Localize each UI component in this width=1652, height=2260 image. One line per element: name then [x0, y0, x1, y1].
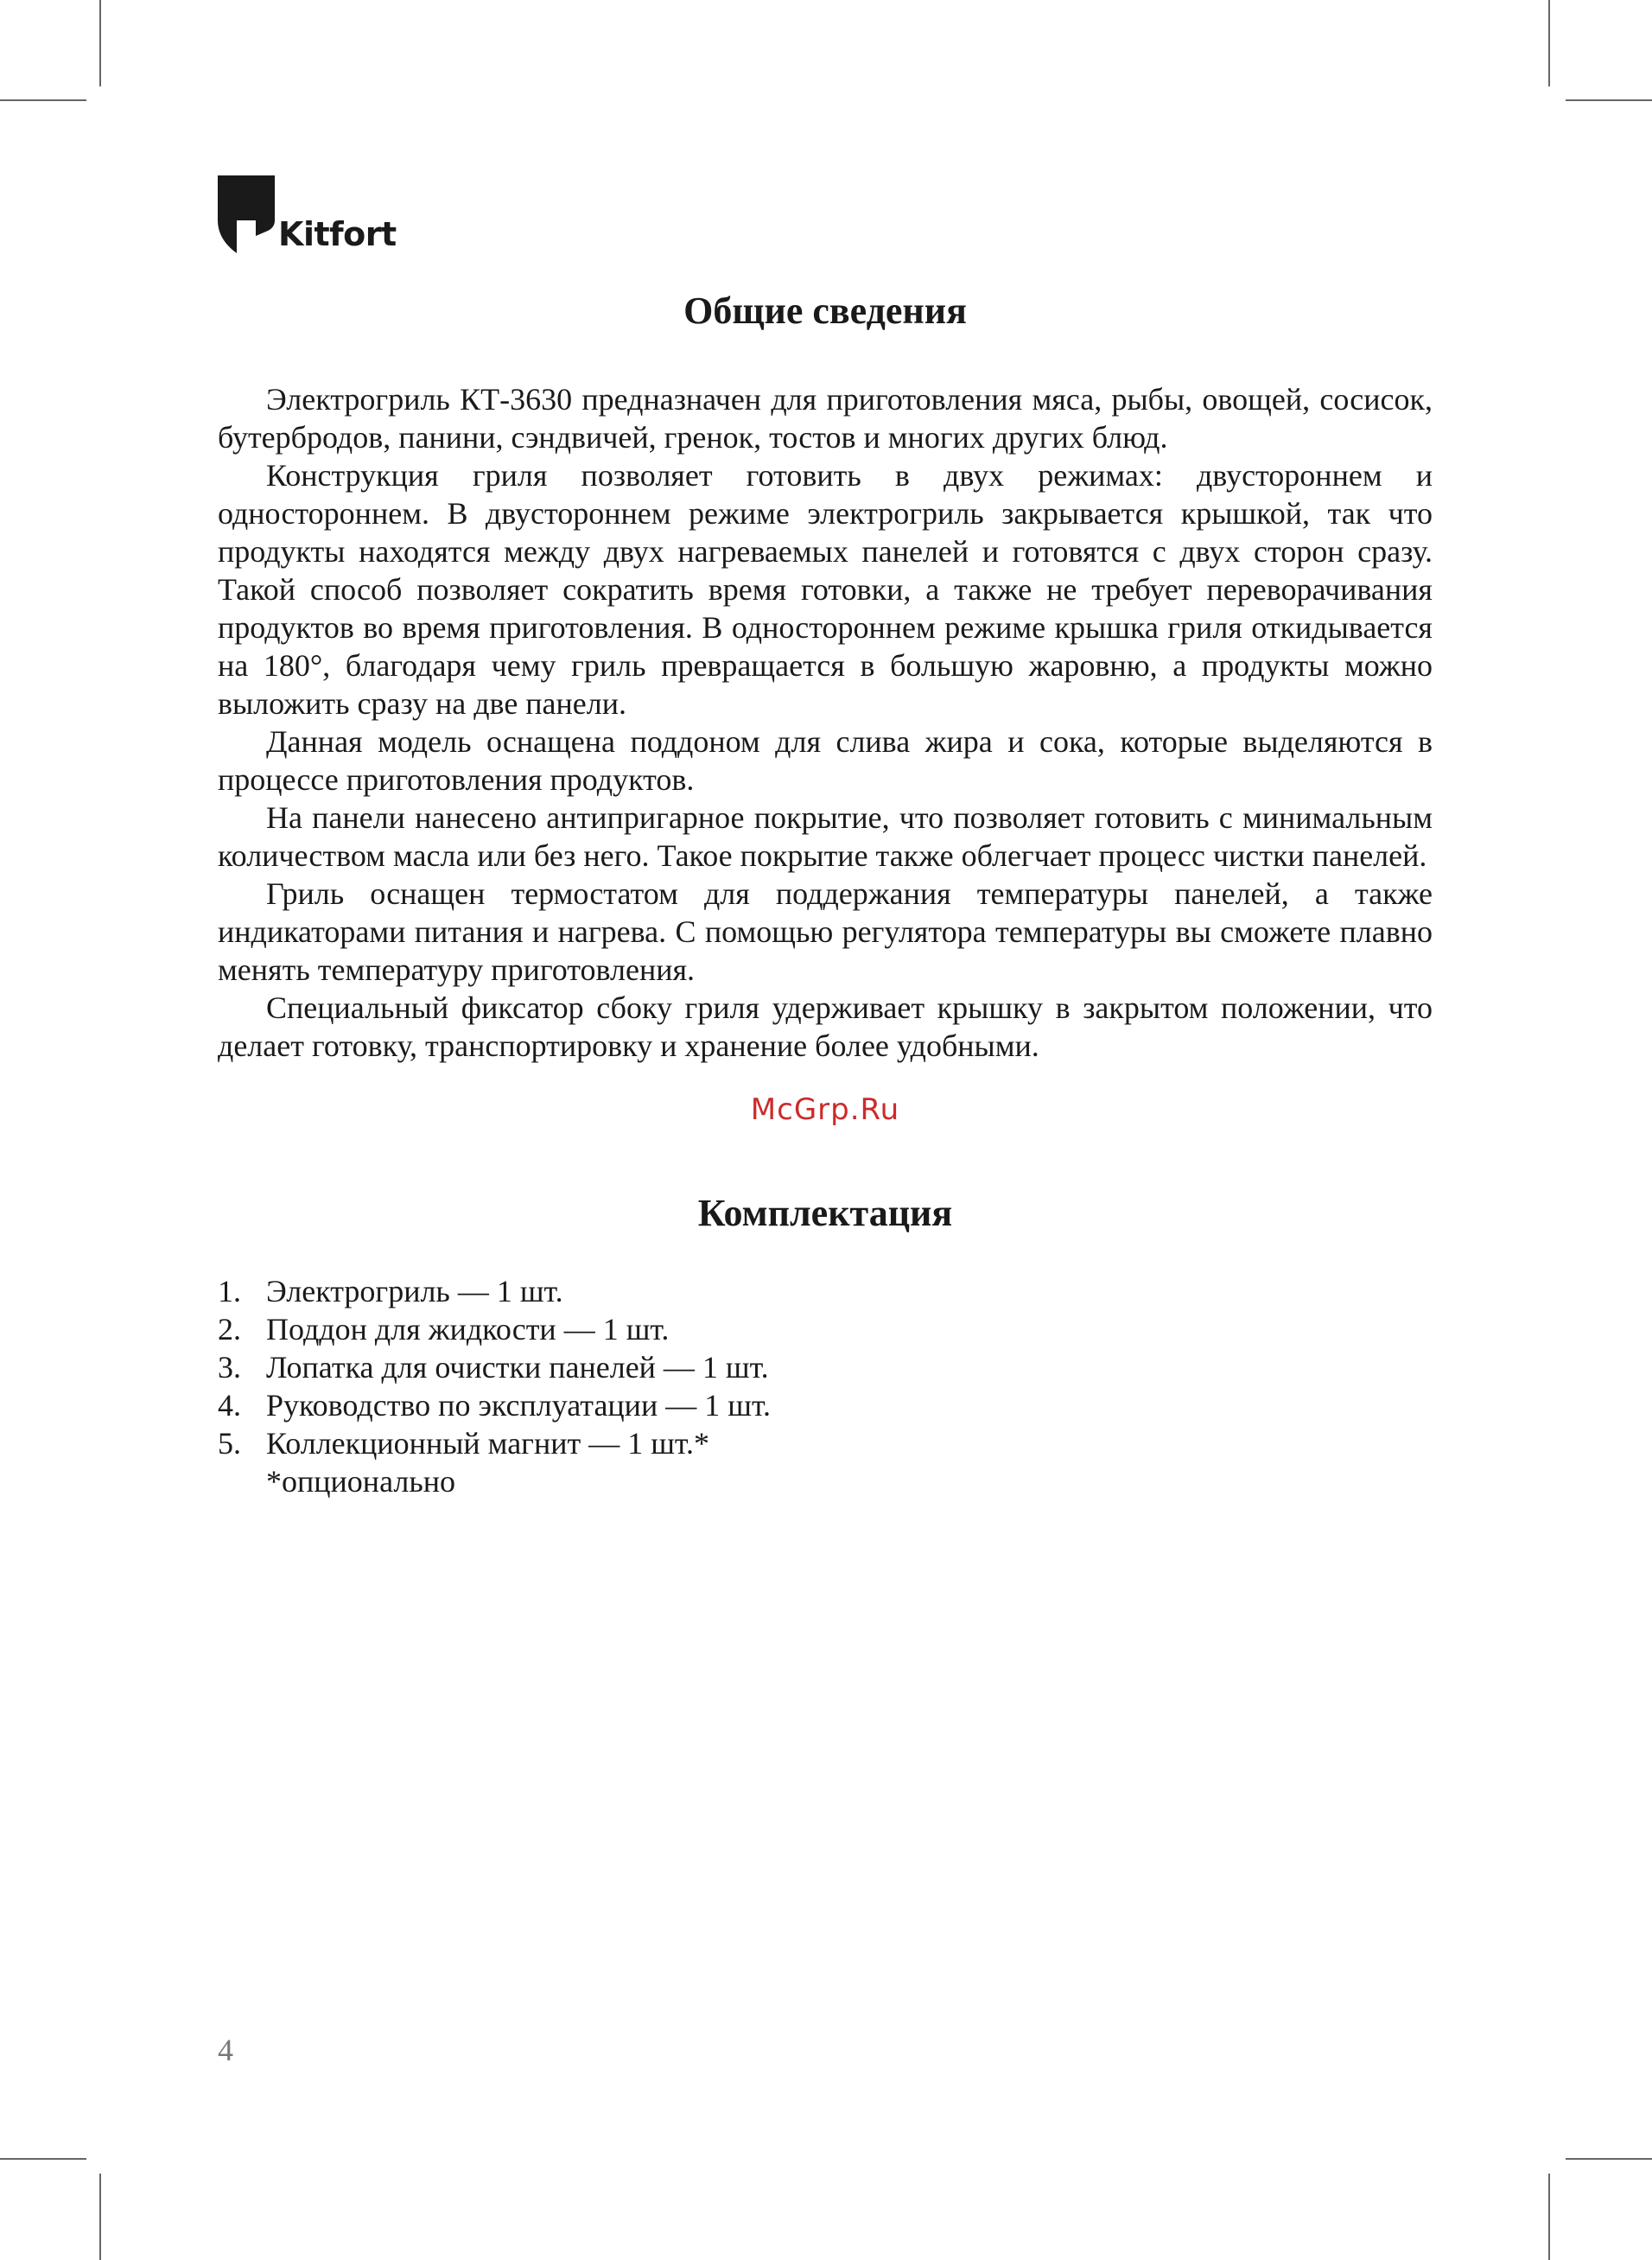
list-item-text: Руководство по эксплуатации — 1 шт. — [266, 1388, 771, 1423]
paragraph-purpose: Электрогриль КТ-3630 предназначен для приготовления мяса, рыбы, овощей, сосисок, бутербродов, панини, сэндвичей, гренок, тостов и многих других блюд. — [218, 382, 1433, 455]
list-item-number: 5. — [218, 1426, 241, 1461]
page-content — [218, 285, 1433, 1500]
list-item-text: Коллекционный магнит — 1 шт.* — [266, 1426, 709, 1461]
page-number: 4 — [218, 2033, 233, 2067]
section-title-kit: Комплектация — [697, 1192, 953, 1234]
list-item-text: Электрогриль — 1 шт. — [266, 1274, 563, 1308]
list-item — [218, 1310, 1433, 1348]
brand-logo — [218, 175, 397, 253]
crop-mark-bottom-right — [1548, 2174, 1550, 2260]
list-item-number: 4. — [218, 1388, 241, 1423]
crop-mark-top-left — [99, 0, 101, 86]
paragraph-latch: Специальный фиксатор сбоку гриля удерживает крышку в закрытом положении, что делает готовку, транспортировку и хранение более удобными. — [218, 990, 1433, 1063]
crop-mark-bottom-right-h — [1566, 2158, 1652, 2160]
crop-mark-top-right-h — [1566, 99, 1652, 101]
kit-footnote: *опционально — [266, 1464, 456, 1499]
watermark-text: McGrp.Ru — [750, 1092, 900, 1127]
crop-mark-top-left-h — [0, 99, 86, 101]
list-item — [218, 1272, 1433, 1310]
list-item — [218, 1424, 1433, 1462]
list-item-text: Поддон для жидкости — 1 шт. — [266, 1312, 670, 1346]
list-item-text: Лопатка для очистки панелей — 1 шт. — [266, 1350, 769, 1385]
brand-name: Kitfort — [278, 215, 397, 253]
paragraph-thermostat: Гриль оснащен термостатом для поддержания температуры панелей, а также индикаторами питания и нагрева. С помощью регулятора температуры вы сможете плавно менять температуру приготовления. — [218, 876, 1433, 987]
list-item — [218, 1348, 1433, 1386]
crop-mark-bottom-left-h — [0, 2158, 86, 2160]
crop-mark-top-right — [1548, 0, 1550, 86]
crop-mark-bottom-left — [99, 2174, 101, 2260]
paragraph-coating: На панели нанесено антипригарное покрытие, что позволяет готовить с минимальным количеством масла или без него. Такое покрытие также облегчает процесс чистки панелей. — [218, 800, 1433, 873]
list-item-number: 2. — [218, 1312, 241, 1346]
section-title-general-info: Общие сведения — [683, 290, 967, 332]
kitfort-logo-icon — [218, 175, 275, 253]
list-item-number: 1. — [218, 1274, 241, 1308]
kit-list — [218, 1272, 1433, 1462]
paragraph-tray: Данная модель оснащена поддоном для слива жира и сока, которые выделяются в процессе приготовления продуктов. — [218, 724, 1433, 797]
list-item-number: 3. — [218, 1350, 241, 1385]
paragraph-modes: Конструкция гриля позволяет готовить в двух режимах: двустороннем и одностороннем. В двустороннем режиме электрогриль закрывается крышкой, так что продукты находятся между двух нагреваемых панелей и готовятся с двух сторон сразу. Такой способ позволяет сократить время готовки, а также не требует переворачивания продуктов во время приготовления. В одностороннем режиме крышка гриля откидывается на 180°, благодаря чему гриль превращается в большую жаровню, а продукты можно выложить сразу на две панели. — [218, 458, 1433, 721]
list-item — [218, 1386, 1433, 1424]
